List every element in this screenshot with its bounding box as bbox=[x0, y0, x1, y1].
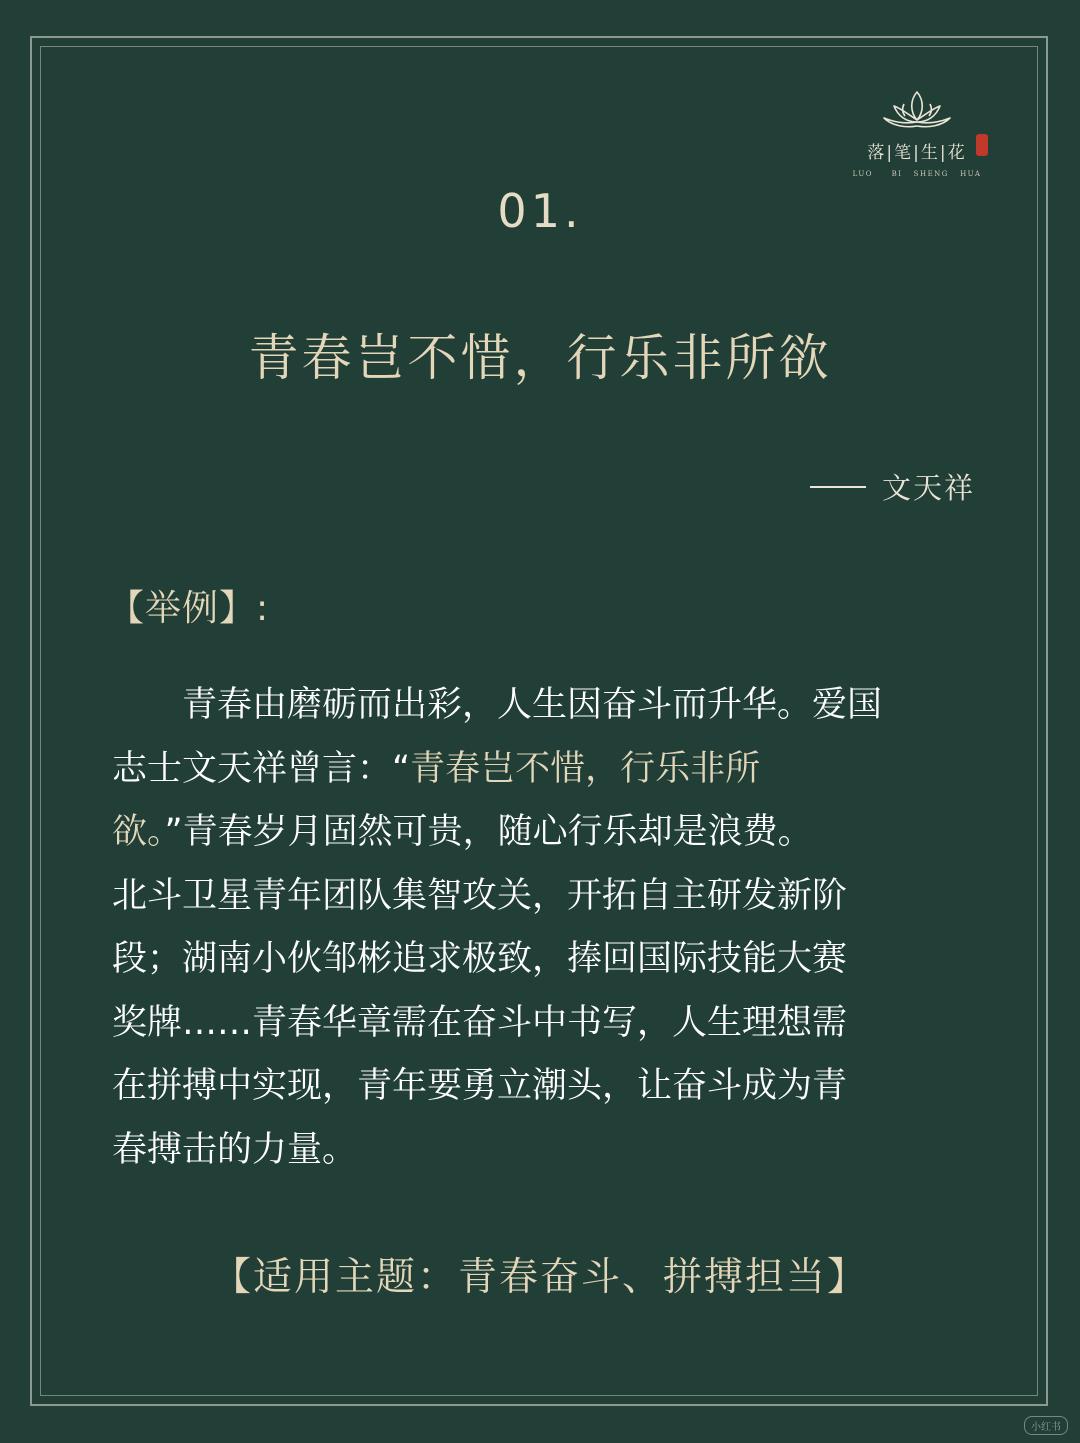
paragraph-line: 奖牌……青春华章需在奋斗中书写，人生理想需 bbox=[112, 1002, 848, 1043]
seal-stamp bbox=[976, 134, 988, 156]
author-name: 文天祥 bbox=[881, 471, 975, 505]
example-paragraph bbox=[112, 674, 972, 1182]
paragraph-line: 欲。”青春岁月固然可贵，随心行乐却是浪费。 bbox=[112, 812, 813, 852]
paragraph-line: 段；湖南小伙邹彬追求极致，捧回国际技能大赛 bbox=[112, 939, 848, 979]
section-number: 01. bbox=[497, 184, 583, 238]
watermark-badge: 小红书 bbox=[1024, 1416, 1068, 1435]
paragraph-line: 春搏击的力量。 bbox=[112, 1129, 358, 1170]
author-attribution bbox=[810, 466, 975, 507]
example-label: 【举例】: bbox=[108, 588, 270, 629]
paragraph-line: 青春由磨砺而出彩，人生因奋斗而升华。爱国 bbox=[112, 685, 883, 725]
paragraph-line: 志士文天祥曾言：“青春岂不惜，行乐非所 bbox=[112, 748, 761, 789]
paragraph-line: 北斗卫星青年团队集智攻关，开拓自主研发新阶 bbox=[112, 875, 848, 916]
highlighted-quote: 青春岂不惜，行乐非所 bbox=[410, 748, 761, 789]
logo-pinyin-text: LUO BI SHENG HUA bbox=[852, 170, 982, 178]
brand-logo bbox=[842, 88, 992, 180]
applicable-theme: 【适用主题：青春奋斗、拼搏担当】 bbox=[211, 1255, 868, 1300]
attribution-dash bbox=[810, 486, 866, 488]
highlighted-quote: 欲。 bbox=[112, 812, 165, 852]
quote-title: 青春岂不惜，行乐非所欲 bbox=[248, 329, 832, 387]
paragraph-line: 在拼搏中实现，青年要勇立潮头，让奋斗成为青 bbox=[112, 1066, 848, 1106]
logo-chinese-text: 落|笔|生|花 bbox=[867, 143, 967, 163]
lotus-icon bbox=[880, 88, 954, 132]
